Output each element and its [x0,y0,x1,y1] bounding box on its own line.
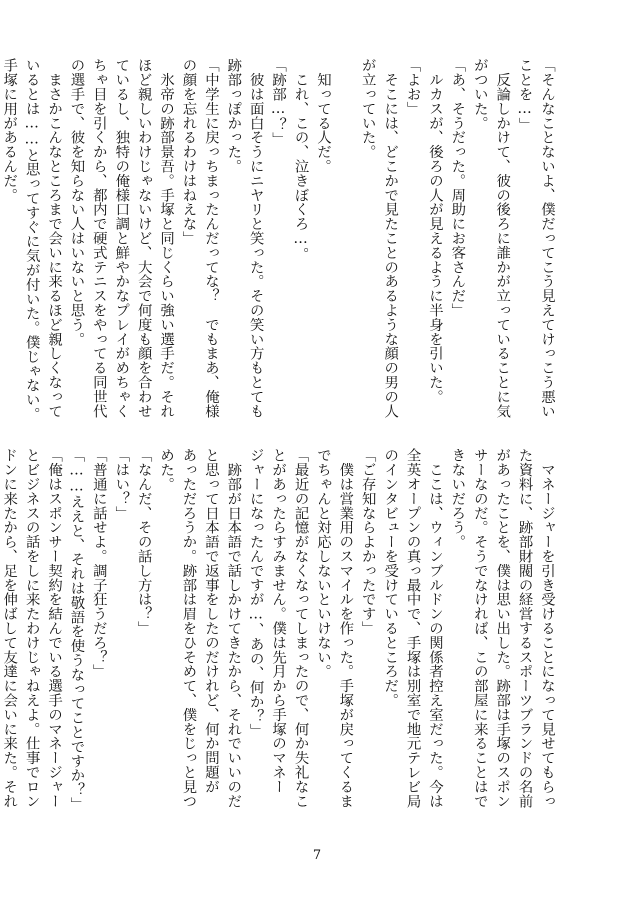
text-line: 氷帝の跡部景吾。手塚と同じくらい強い選手だ。それ [158,58,175,418]
text-line: これ、この、泣きぼくろ…。 [292,58,309,262]
text-line: 「……ええと、それは敬語を使うなってことですか？」 [68,448,85,812]
text-line: あっただろうか。跡部は眉をひそめて、僕をじっと見つ [180,448,197,808]
text-line: 「なんだ、その話し方は？」 [135,448,152,636]
text-line: 跡部っぽかった。 [225,58,242,174]
text-block-top [1,58,558,422]
text-line: の選手で、彼を知らない人はいないと思う。 [68,58,85,346]
text-line: 「中学生に戻っちまったんだってな？ でもまあ、俺様 [202,58,219,418]
text-line: めた。 [158,448,175,492]
text-line: 「ご存知ならよかったです」 [359,448,376,636]
text-line: いるとは……と思ってすぐに気が付いた。僕じゃない。 [23,58,40,422]
text-line: 「あ、そうだった。周助にお客さんだ」 [449,58,466,318]
text-line: とビジネスの話をしに来たわけじゃねえよ。仕事でロン [23,448,40,808]
text-line: マネージャーを引き受けることになって見せてもらっ [539,448,555,808]
text-line: 跡部が日本語で話しかけてきたから、それでいいのだ [225,448,242,808]
text-line: 「そんなことないよ、僕だってこう見えてけっこう悪い [539,58,555,418]
text-line: がついた。 [471,58,488,130]
text-line: とがあったらすみません。僕は先月から手塚のマネー [270,448,287,794]
text-line: ルカスが、後ろの人が見えるように半身を引いた。 [426,58,443,404]
text-line: があったことを、僕は思い出した。跡部は手塚のスポン [494,448,511,808]
text-line: 「はい？」 [113,448,130,520]
text-line: 「俺はスポンサー契約を結んでいる選手のマネージャー [46,448,63,808]
text-line: きないだろう。 [449,448,466,549]
text-line: ちゃ目を引くから、都内で硬式テニスをやってる同世代 [90,58,107,418]
text-line: でちゃんと対応しないといけない。 [314,448,331,679]
text-line: 彼は面白そうにニヤリと笑った。その笑い方もとても [247,58,264,418]
text-line: の顔を忘れるわけはねえな」 [180,58,197,246]
text-line: ジャーになったんですが…、あの、何か？」 [247,448,264,738]
text-line: た資料に、跡部財閥の経営するスポーツブランドの名前 [516,448,533,808]
text-line: そこには、どこかで見たことのあるような顔の男の人 [382,58,399,418]
text-line: 「跡部…？」 [270,58,287,146]
text-line: ほど親しいわけじゃないけど、大会で何度も顔を合わせ [135,58,152,418]
text-line: 知ってる人だ。 [314,58,331,174]
text-line: が立っていた。 [359,58,376,159]
text-line: 手塚に用があるんだ。 [1,58,18,202]
text-line: まさかこんなところまで会いに来るほど親しくなって [46,58,63,418]
text-line: ことを…」 [516,58,533,132]
page-number: 7 [312,848,322,863]
text-line: ここは、ウィンブルドンの関係者控え室だった。今は [426,448,443,808]
text-line: 「普通に話せよ。調子狂うだろ？」 [90,448,107,679]
text-line: 僕は営業用のスマイルを作った。手塚が戻ってくるま [337,448,354,808]
text-line: 全英オープンの真っ最中で、手塚は別室で地元テレビ局 [404,448,421,808]
text-line: ドンに来たから、足を伸ばして友達に会いに来た。それ [1,448,18,808]
text-line: 反論しかけて、彼の後ろに誰かが立っていることに気 [494,58,511,418]
text-line: と思って日本語で返事をしたのだけれど、何か問題が [202,448,219,794]
text-line: ているし、独特の俺様口調と鮮やかなプレイがめちゃく [113,58,130,418]
text-line: 「最近の記憶がなくなってしまったので、何か失礼なこ [292,448,309,808]
text-line: 「よお」 [404,58,421,116]
text-line: サーなのだ。そうでなければ、この部屋に来ることはで [471,448,488,808]
text-line: のインタビューを受けているところだ。 [382,448,399,708]
text-line [334,58,356,403]
text-block-bottom [1,448,558,812]
